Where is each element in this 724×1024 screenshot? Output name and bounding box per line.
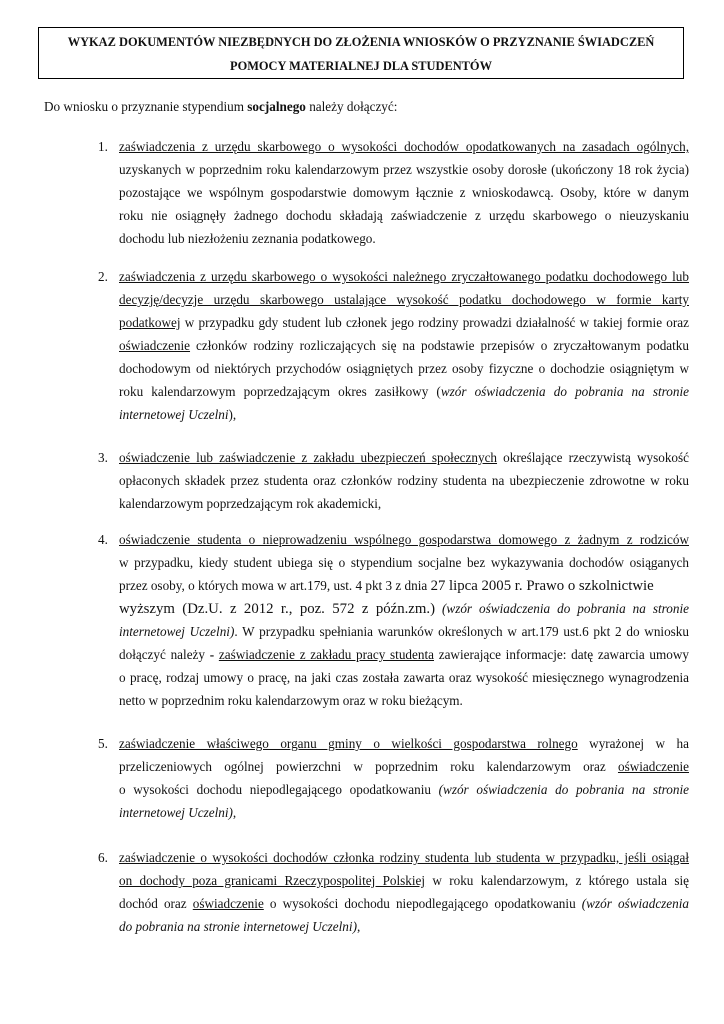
line-text: w przypadku gdy student lub członek jego rodziny prowadzi działalność w takiej formie oraz: [180, 315, 689, 330]
line-text: członków rodziny rozliczających się na podstawie przepisów o zryczałtowanym podatku: [190, 338, 689, 353]
italic-text: internetowej Uczelni): [119, 624, 235, 639]
italic-text: (wzór oświadczenia: [581, 896, 690, 911]
item-line: [119, 601, 689, 621]
list-item-number: 3.: [98, 450, 108, 465]
underlined-text: oświadczenie: [617, 759, 689, 774]
list-item-number: 4.: [98, 532, 108, 547]
item-line: dochodowym od niektórych przychodów osiągniętych przez osoby fizyczne o dochodzie osiągniętym w: [119, 361, 689, 376]
item-line: o pracę, rodzaj umowy o pracę, na jaki czas została zawarta oraz wysokość miesięcznego wynagrodzenia: [119, 670, 689, 685]
underlined-text: oświadczenie lub zaświadczenie z zakładu ubezpieczeń społecznych: [119, 450, 498, 465]
intro-text-before: Do wniosku o przyznanie stypendium: [44, 99, 248, 114]
underlined-text: oświadczenie studenta o nieprowadzeniu wspólnego gospodarstwa domowego z żadnym z rodziców: [119, 532, 689, 547]
bold-dash: -: [209, 647, 215, 662]
item-line: [119, 338, 689, 358]
line-text: dochód oraz: [119, 896, 193, 911]
intro-paragraph: [44, 99, 397, 115]
underlined-text: zaświadczenie z zakładu pracy studenta: [218, 647, 434, 662]
underlined-text: zaświadczenie właściwego organu gminy o wielkości gospodarstwa rolnego: [119, 736, 578, 751]
underlined-text: zaświadczenie o wysokości dochodów członka rodziny studenta lub studenta w przypadku, jeśli osiągał: [119, 850, 689, 865]
item-line: [119, 624, 689, 644]
item-line: kalendarzowym poprzedzającym rok akademicki,: [119, 496, 382, 511]
intro-text-after: należy dołączyć:: [305, 99, 398, 114]
underlined-text: oświadczenie: [119, 338, 191, 353]
item-line: [119, 805, 689, 825]
list-item-number: 6.: [98, 850, 108, 865]
line-text: określające rzeczywistą wysokość: [497, 450, 689, 465]
item-line: uzyskanych w poprzednim roku kalendarzowym przez wszystkie osoby dorosłe (ukończony 18 rok życia): [119, 162, 689, 177]
larger-text: wyższym (Dz.U. z 2012 r., poz. 572 z późn.zm.): [119, 601, 436, 617]
document-title-box: [38, 27, 684, 79]
line-text: dołączyć należy: [119, 647, 210, 662]
underlined-text: zaświadczenia z urzędu skarbowego o wysokości należnego zryczałtowanego podatku dochodowego lub: [119, 269, 689, 284]
item-line: [119, 759, 689, 779]
list-item-number: 1.: [98, 139, 108, 154]
item-line: [119, 896, 689, 916]
item-line: [119, 782, 689, 802]
item-line: [119, 450, 689, 470]
item-line: roku nie osiągnęły żadnego dochodu składają zaświadczenie z urzędu skarbowego o nieuzyskaniu: [119, 208, 689, 223]
underlined-text: oświadczenie: [192, 896, 264, 911]
item-line: [119, 292, 689, 312]
item-line: [119, 873, 689, 893]
line-text: ),: [228, 407, 237, 422]
line-text: przez osoby, o których mowa w art.179, ust. 4 pkt 3 z dnia: [119, 578, 431, 593]
italic-text: internetowej Uczelni: [119, 407, 229, 422]
larger-text: 27 lipca 2005 r. Prawo o szkolnictwie: [430, 578, 654, 594]
item-line: [119, 384, 689, 404]
line-text: o wysokości dochodu niepodlegającego opodatkowaniu: [263, 896, 582, 911]
list-item-number: 5.: [98, 736, 108, 751]
item-line: [119, 269, 689, 289]
underlined-text: on dochody poza granicami Rzeczypospolitej Polskiej: [119, 873, 426, 888]
underlined-text: zaświadczenia z urzędu skarbowego o wysokości dochodów opodatkowanych na zasadach ogólnych,: [119, 139, 689, 154]
item-line: [119, 647, 689, 667]
title-line-1: WYKAZ DOKUMENTÓW NIEZBĘDNYCH DO ZŁOŻENIA WNIOSKÓW O PRZYZNANIE ŚWIADCZEŃ: [67, 35, 655, 49]
underlined-text: podatkowej: [119, 315, 181, 330]
line-text: przeliczeniowych ogólnej powierzchni w poprzednim roku kalendarzowym oraz: [119, 759, 618, 774]
line-text: ,: [356, 919, 361, 934]
item-line: opłaconych składek przez studenta oraz członków rodziny studenta na ubezpieczenie zdrowotne w roku: [119, 473, 689, 488]
item-line: netto w poprzednim roku kalendarzowym oraz w roku bieżącym.: [119, 693, 463, 708]
underlined-text: decyzję/decyzje urzędu skarbowego ustalające wysokość podatku dochodowego w formie karty: [119, 292, 689, 307]
line-text: . W przypadku spełniania warunków określonych w art.179 ust.6 pkt 2 do wniosku: [234, 624, 689, 639]
italic-text: do pobrania na stronie internetowej Uczelni): [119, 919, 357, 934]
line-text: zawierające informacje: datę zawarcia umowy: [434, 647, 689, 662]
item-line: [119, 578, 689, 598]
line-text: wyrażonej w ha: [577, 736, 689, 751]
line-text: o wysokości dochodu niepodlegającego opodatkowaniu: [119, 782, 439, 797]
line-text: w roku kalendarzowym, z którego ustala się: [425, 873, 689, 888]
italic-text: wzór oświadczenia do pobrania na stronie: [440, 384, 689, 399]
item-line: [119, 139, 689, 159]
italic-text: (wzór oświadczenia do pobrania na stronie: [435, 601, 689, 616]
item-line: [119, 850, 689, 870]
item-line: w przypadku, kiedy student ubiega się o stypendium socjalne bez wykazywania dochodów osiąganych: [119, 555, 689, 570]
list-item-number: 2.: [98, 269, 108, 284]
item-line: [119, 736, 689, 756]
item-line: [119, 407, 689, 427]
item-line: [119, 315, 689, 335]
italic-text: (wzór oświadczenia do pobrania na stronie: [438, 782, 689, 797]
item-line: [119, 919, 689, 939]
italic-text: internetowej Uczelni): [119, 805, 233, 820]
item-line: [119, 532, 689, 552]
line-text: ,: [232, 805, 237, 820]
item-line: dochodu lub niezłożeniu zeznania podatkowego.: [119, 231, 376, 246]
line-text: roku kalendarzowym poprzedzającym okres zasiłkowy (: [119, 384, 441, 399]
item-line: pozostające we wspólnym gospodarstwie domowym łącznie z wnioskodawcą. Osoby, które w danym: [119, 185, 689, 200]
intro-bold-word: socjalnego: [247, 99, 306, 114]
title-line-2: POMOCY MATERIALNEJ DLA STUDENTÓW: [230, 59, 492, 73]
